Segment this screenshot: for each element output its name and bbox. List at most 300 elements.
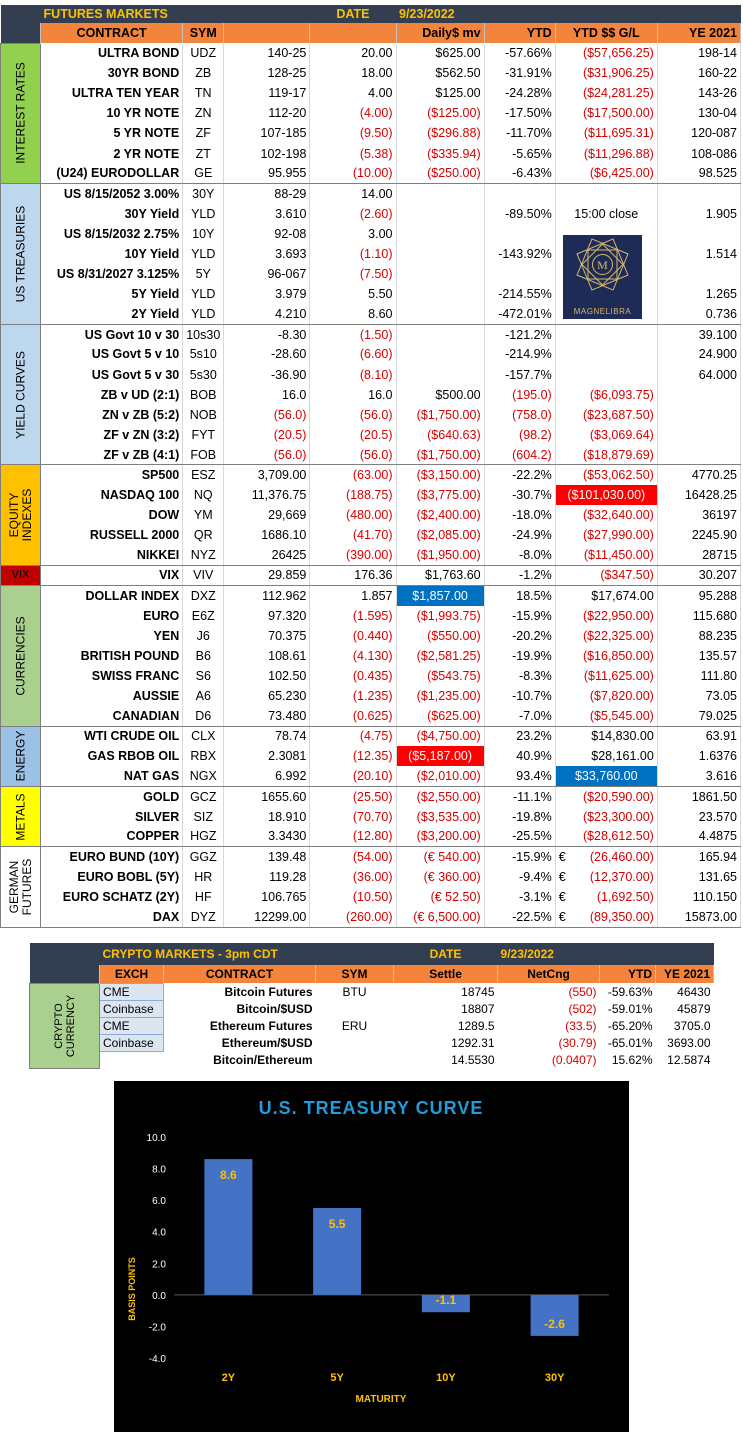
ye-2021: 3.616 — [657, 766, 740, 786]
y-tick-label: 8.0 — [152, 1164, 166, 1176]
category-name: ENERGY — [13, 730, 28, 782]
daily-move — [396, 204, 484, 224]
ytd-pct: -8.0% — [484, 545, 555, 565]
symbol: 5s30 — [183, 365, 224, 385]
table-row — [1, 827, 741, 847]
price: 106.765 — [224, 887, 310, 907]
net-change: (260.00) — [310, 907, 396, 927]
contract-name: 5Y Yield — [41, 284, 183, 304]
data-label: -2.6 — [544, 1316, 565, 1331]
net-change: 20.00 — [310, 43, 396, 63]
ytd-pct: -25.5% — [484, 827, 555, 847]
contract-name: 10Y Yield — [41, 244, 183, 264]
net-change: (550) — [568, 984, 597, 999]
price: 139.48 — [224, 847, 310, 867]
ye-2021: 3693.00 — [667, 1035, 711, 1050]
futures-date-label: DATE — [310, 5, 396, 23]
ytd-pct: -57.66% — [484, 43, 555, 63]
ytd-gain-loss: ($17,500.00) — [555, 103, 657, 123]
y-tick-label: -2.0 — [148, 1322, 166, 1334]
ytd-gain-loss — [555, 324, 657, 344]
table-row — [1, 565, 741, 585]
ytd-gain-loss: $33,760.00 — [555, 766, 657, 786]
net-change: (30.79) — [558, 1035, 597, 1050]
exchange: CME — [100, 983, 164, 1000]
net-change: (10.50) — [310, 887, 396, 907]
y-tick-label: 0.0 — [152, 1290, 166, 1302]
contract-name: BRITISH POUND — [41, 646, 183, 666]
symbol: 5Y — [183, 264, 224, 284]
data-label: 8.6 — [220, 1168, 237, 1183]
category-label — [1, 847, 41, 927]
category-name: INTEREST RATES — [13, 62, 28, 165]
ytd-pct: (604.2) — [484, 445, 555, 465]
ye-2021: 110.150 — [657, 887, 740, 907]
contract-name: US Govt 10 v 30 — [41, 324, 183, 344]
ytd-gain-loss: ($28,612.50) — [555, 827, 657, 847]
ye-2021: 30.207 — [657, 565, 740, 585]
price: 6.992 — [224, 766, 310, 786]
symbol: GCZ — [183, 786, 224, 806]
ye-2021 — [657, 445, 740, 465]
net-change: (5.38) — [310, 143, 396, 163]
ye-2021: 95.288 — [657, 586, 740, 606]
net-change: (36.00) — [310, 867, 396, 887]
ye-2021: 4770.25 — [657, 465, 740, 485]
crypto-symbol — [316, 1051, 394, 1068]
price: 29.859 — [224, 565, 310, 585]
net-change: (480.00) — [310, 505, 396, 525]
chart-x-axis-label: MATURITY — [355, 1394, 407, 1405]
exchange: Coinbase — [100, 1034, 164, 1051]
table-row — [1, 786, 741, 806]
ye-2021: 1.265 — [657, 284, 740, 304]
net-change: (0.0407) — [551, 1052, 597, 1067]
net-change: (12.35) — [310, 746, 396, 766]
price: -36.90 — [224, 365, 310, 385]
daily-move: ($550.00) — [396, 626, 484, 646]
daily-move — [396, 344, 484, 364]
ytd-gain-loss: ($27,990.00) — [555, 525, 657, 545]
ytd-gain-loss-value: (12,370.00) — [589, 869, 654, 884]
ye-2021: 111.80 — [657, 666, 740, 686]
ytd-pct: 15.62% — [611, 1052, 653, 1067]
y-tick-label: -4.0 — [148, 1354, 166, 1365]
table-row — [1, 525, 741, 545]
price: 102-198 — [224, 143, 310, 163]
table-row — [1, 746, 741, 766]
symbol: ZF — [183, 123, 224, 143]
crypto-col-exch: EXCH — [100, 965, 164, 983]
contract-name: 5 YR NOTE — [41, 123, 183, 143]
symbol: ZN — [183, 103, 224, 123]
exchange: CME — [100, 1017, 164, 1034]
net-change: (6.60) — [310, 344, 396, 364]
net-change: (63.00) — [310, 465, 396, 485]
daily-move: ($2,550.00) — [396, 786, 484, 806]
ye-2021: 79.025 — [657, 706, 740, 726]
exchange — [100, 1051, 164, 1068]
daily-move: (€ 6,500.00) — [396, 907, 484, 927]
col-ytd: YTD — [484, 23, 555, 43]
ytd-pct: -3.1% — [484, 887, 555, 907]
ytd-gain-loss: ($20,590.00) — [555, 786, 657, 806]
ytd-pct: (195.0) — [484, 385, 555, 405]
ye-2021: 115.680 — [657, 606, 740, 626]
net-change: 176.36 — [310, 565, 396, 585]
ye-2021: 1.905 — [657, 204, 740, 224]
table-row — [1, 867, 741, 887]
net-change: (56.0) — [310, 445, 396, 465]
contract-name: NAT GAS — [41, 766, 183, 786]
daily-move: (€ 52.50) — [396, 887, 484, 907]
table-row — [1, 847, 741, 867]
crypto-symbol: ERU — [341, 1018, 368, 1033]
net-change: (9.50) — [310, 123, 396, 143]
contract-name: US 8/15/2032 2.75% — [41, 224, 183, 244]
symbol: HGZ — [183, 827, 224, 847]
data-label: -1.1 — [435, 1293, 457, 1308]
crypto-title-row — [30, 943, 714, 965]
price: 128-25 — [224, 63, 310, 83]
table-row — [1, 385, 741, 405]
ye-2021: 198-14 — [657, 43, 740, 63]
crypto-col-ytd: YTD — [600, 965, 656, 983]
crypto-col-netcng: NetCng — [498, 965, 600, 983]
ytd-pct: -11.1% — [484, 786, 555, 806]
table-row — [1, 344, 741, 364]
ytd-pct: -121.2% — [484, 324, 555, 344]
symbol: FOB — [183, 445, 224, 465]
category-label — [1, 565, 41, 585]
ytd-pct: -17.50% — [484, 103, 555, 123]
ytd-pct: -18.0% — [484, 505, 555, 525]
net-change: 1.857 — [310, 586, 396, 606]
ye-2021: 1861.50 — [657, 786, 740, 806]
contract-name: ZF v ZN (3:2) — [41, 425, 183, 445]
ytd-pct: -19.8% — [484, 807, 555, 827]
contract-name: US 8/15/2052 3.00% — [41, 184, 183, 204]
contract-name: DAX — [41, 907, 183, 927]
price: 102.50 — [224, 666, 310, 686]
contract-name: NASDAQ 100 — [41, 485, 183, 505]
ye-2021: 36197 — [657, 505, 740, 525]
daily-move: ($4,750.00) — [396, 726, 484, 746]
ye-2021 — [657, 264, 740, 284]
table-row — [1, 666, 741, 686]
symbol: A6 — [183, 686, 224, 706]
symbol: DXZ — [183, 586, 224, 606]
x-tick-label: 30Y — [544, 1372, 565, 1384]
ye-2021 — [657, 405, 740, 425]
exchange: Coinbase — [100, 1000, 164, 1017]
x-tick-label: 2Y — [221, 1372, 236, 1384]
settle: 18745 — [461, 984, 495, 999]
symbol: ZB — [183, 63, 224, 83]
ytd-gain-loss: ($23,687.50) — [555, 405, 657, 425]
net-change: 4.00 — [310, 83, 396, 103]
euro-symbol: € — [558, 909, 566, 924]
table-row — [1, 43, 741, 63]
table-row — [1, 606, 741, 626]
price: 3.979 — [224, 284, 310, 304]
ytd-gain-loss: ($11,450.00) — [555, 545, 657, 565]
ytd-pct: -11.70% — [484, 123, 555, 143]
net-change: (20.5) — [310, 425, 396, 445]
price: 119-17 — [224, 83, 310, 103]
symbol: 10Y — [183, 224, 224, 244]
ytd-gain-loss: ($53,062.50) — [555, 465, 657, 485]
table-row — [1, 204, 741, 224]
futures-date: 9/23/2022 — [396, 5, 484, 23]
price: 70.375 — [224, 626, 310, 646]
net-change: (2.60) — [310, 204, 396, 224]
contract-name: GOLD — [41, 786, 183, 806]
ytd-gain-loss: ($11,695.31) — [555, 123, 657, 143]
ytd-pct: -59.63% — [607, 984, 653, 999]
ye-2021: 24.900 — [657, 344, 740, 364]
ytd-gain-loss: 15:00 close — [555, 204, 657, 224]
ytd-pct: -65.20% — [607, 1018, 653, 1033]
crypto-date-label: DATE — [394, 943, 498, 965]
net-change: 5.50 — [310, 284, 396, 304]
ytd-pct: -19.9% — [484, 646, 555, 666]
contract-name: WTI CRUDE OIL — [41, 726, 183, 746]
y-tick-label: 10.0 — [146, 1133, 166, 1144]
net-change: (4.00) — [310, 103, 396, 123]
ye-2021: 1.514 — [657, 244, 740, 264]
symbol: YLD — [183, 284, 224, 304]
category-label — [1, 184, 41, 325]
ytd-pct: -89.50% — [484, 204, 555, 224]
table-row — [1, 545, 741, 565]
daily-move: ($250.00) — [396, 164, 484, 184]
price: 78.74 — [224, 726, 310, 746]
daily-move: ($3,535.00) — [396, 807, 484, 827]
table-row — [1, 143, 741, 163]
category-label — [1, 586, 41, 727]
table-row — [1, 123, 741, 143]
net-change: (20.10) — [310, 766, 396, 786]
ytd-gain-loss: ($18,879.69) — [555, 445, 657, 465]
futures-title-row — [1, 5, 741, 23]
symbol: ESZ — [183, 465, 224, 485]
ytd-gain-loss: ($57,656.25) — [555, 43, 657, 63]
symbol: VIV — [183, 565, 224, 585]
ytd-gain-loss-value: (26,460.00) — [589, 850, 654, 865]
ytd-gain-loss: ($16,850.00) — [555, 646, 657, 666]
contract-name: GAS RBOB OIL — [41, 746, 183, 766]
price: 97.320 — [224, 606, 310, 626]
contract-name: EURO BOBL (5Y) — [41, 867, 183, 887]
symbol: NGX — [183, 766, 224, 786]
category-label — [1, 786, 41, 846]
ytd-gain-loss — [555, 887, 657, 907]
daily-move: ($1,993.75) — [396, 606, 484, 626]
ytd-pct: 40.9% — [484, 746, 555, 766]
ye-2021 — [657, 385, 740, 405]
net-change: (1.50) — [310, 324, 396, 344]
contract-name: SWISS FRANC — [41, 666, 183, 686]
table-row — [1, 83, 741, 103]
ytd-pct: -8.3% — [484, 666, 555, 686]
daily-move: ($1,750.00) — [396, 445, 484, 465]
ytd-gain-loss-value: (89,350.00) — [589, 909, 654, 924]
settle: 1292.31 — [451, 1035, 495, 1050]
table-row — [1, 766, 741, 786]
daily-move: $562.50 — [396, 63, 484, 83]
ye-2021 — [657, 184, 740, 204]
net-change: (0.435) — [310, 666, 396, 686]
net-change: (0.440) — [310, 626, 396, 646]
symbol: 30Y — [183, 184, 224, 204]
crypto-header-row — [30, 965, 714, 983]
futures-header-row — [1, 23, 741, 43]
ytd-pct: -31.91% — [484, 63, 555, 83]
svg-text:M: M — [597, 258, 608, 272]
ye-2021: 130-04 — [657, 103, 740, 123]
contract-name: ZN v ZB (5:2) — [41, 405, 183, 425]
symbol: RBX — [183, 746, 224, 766]
crypto-date: 9/23/2022 — [498, 943, 600, 965]
contract-name: EURO BUND (10Y) — [41, 847, 183, 867]
symbol: YM — [183, 505, 224, 525]
category-name: METALS — [13, 793, 28, 841]
x-tick-label: 10Y — [436, 1372, 456, 1384]
contract-name: CANADIAN — [41, 706, 183, 726]
ytd-pct: 18.5% — [484, 586, 555, 606]
crypto-col-sym: SYM — [316, 965, 394, 983]
table-row — [1, 103, 741, 123]
table-row — [1, 405, 741, 425]
symbol: D6 — [183, 706, 224, 726]
contract-name: COPPER — [41, 827, 183, 847]
net-change: (41.70) — [310, 525, 396, 545]
symbol: 5s10 — [183, 344, 224, 364]
symbol: SIZ — [183, 807, 224, 827]
net-change: 16.0 — [310, 385, 396, 405]
ye-2021: 63.91 — [657, 726, 740, 746]
ytd-pct: -214.9% — [484, 344, 555, 364]
contract-name: ZB v UD (2:1) — [41, 385, 183, 405]
daily-move — [396, 324, 484, 344]
price: 65.230 — [224, 686, 310, 706]
col-ye2021: YE 2021 — [657, 23, 740, 43]
net-change: (7.50) — [310, 264, 396, 284]
symbol: NQ — [183, 485, 224, 505]
contract-name: VIX — [41, 565, 183, 585]
net-change: (1.10) — [310, 244, 396, 264]
ytd-pct: -15.9% — [484, 606, 555, 626]
net-change: (54.00) — [310, 847, 396, 867]
contract-name: DOLLAR INDEX — [41, 586, 183, 606]
y-tick-label: 2.0 — [152, 1259, 166, 1271]
ytd-pct: -30.7% — [484, 485, 555, 505]
table-row — [1, 445, 741, 465]
contract-name: EURO SCHATZ (2Y) — [41, 887, 183, 907]
contract-name: 2 YR NOTE — [41, 143, 183, 163]
table-row — [1, 184, 741, 204]
category-label — [1, 726, 41, 786]
y-tick-label: 4.0 — [152, 1227, 166, 1239]
contract-name: (U24) EURODOLLAR — [41, 164, 183, 184]
daily-move: ($543.75) — [396, 666, 484, 686]
settle: 14.5530 — [451, 1052, 495, 1067]
ytd-gain-loss: $14,830.00 — [555, 726, 657, 746]
treasury-curve-chart — [114, 1081, 629, 1432]
symbol: UDZ — [183, 43, 224, 63]
net-change: (390.00) — [310, 545, 396, 565]
ytd-pct: (758.0) — [484, 405, 555, 425]
net-change: (188.75) — [310, 485, 396, 505]
contract-name: 30Y Yield — [41, 204, 183, 224]
net-change: (33.5) — [565, 1018, 597, 1033]
crypto-col-ye2021: YE 2021 — [656, 965, 714, 983]
ytd-gain-loss — [555, 344, 657, 364]
category-label — [1, 43, 41, 184]
ye-2021: 143-26 — [657, 83, 740, 103]
ytd-gain-loss: ($24,281.25) — [555, 83, 657, 103]
crypto-col-settle: Settle — [394, 965, 498, 983]
contract-name: 10 YR NOTE — [41, 103, 183, 123]
daily-move: ($2,085.00) — [396, 525, 484, 545]
crypto-title: CRYPTO MARKETS - 3pm CDT — [100, 943, 394, 965]
ytd-gain-loss: ($347.50) — [555, 565, 657, 585]
symbol: E6Z — [183, 606, 224, 626]
ytd-gain-loss: ($6,425.00) — [555, 164, 657, 184]
crypto-category-name: CRYPTO CURRENCY — [52, 994, 77, 1057]
crypto-contract: Bitcoin/$USD — [236, 1001, 313, 1016]
ytd-gain-loss: ($22,325.00) — [555, 626, 657, 646]
contract-name: RUSSELL 2000 — [41, 525, 183, 545]
price: 92-08 — [224, 224, 310, 244]
settle: 1289.5 — [457, 1018, 495, 1033]
table-row — [1, 505, 741, 525]
ye-2021: 28715 — [657, 545, 740, 565]
symbol: QR — [183, 525, 224, 545]
daily-move — [396, 244, 484, 264]
net-change: (4.75) — [310, 726, 396, 746]
net-change: (0.625) — [310, 706, 396, 726]
price: 1686.10 — [224, 525, 310, 545]
col-contract: CONTRACT — [41, 23, 183, 43]
price: 2.3081 — [224, 746, 310, 766]
contract-name: DOW — [41, 505, 183, 525]
category-label — [1, 324, 41, 465]
category-name: EQUITY INDEXES — [6, 488, 34, 542]
table-row — [1, 586, 741, 606]
ytd-gain-loss: ($11,625.00) — [555, 666, 657, 686]
price: 3.610 — [224, 204, 310, 224]
ytd-pct: -143.92% — [484, 244, 555, 264]
y-tick-label: 6.0 — [152, 1196, 166, 1208]
daily-move: $1,857.00 — [396, 586, 484, 606]
price: 26425 — [224, 545, 310, 565]
chart-svg — [114, 1081, 629, 1432]
ye-2021: 39.100 — [657, 324, 740, 344]
ytd-pct: -157.7% — [484, 365, 555, 385]
price: 140-25 — [224, 43, 310, 63]
table-row — [1, 465, 741, 485]
crypto-contract: Bitcoin Futures — [224, 984, 313, 999]
ye-2021: 3705.0 — [673, 1018, 711, 1033]
price: 4.210 — [224, 304, 310, 324]
price: (20.5) — [224, 425, 310, 445]
crypto-row — [30, 1017, 714, 1034]
symbol: S6 — [183, 666, 224, 686]
price: 29,669 — [224, 505, 310, 525]
daily-move: ($5,187.00) — [396, 746, 484, 766]
